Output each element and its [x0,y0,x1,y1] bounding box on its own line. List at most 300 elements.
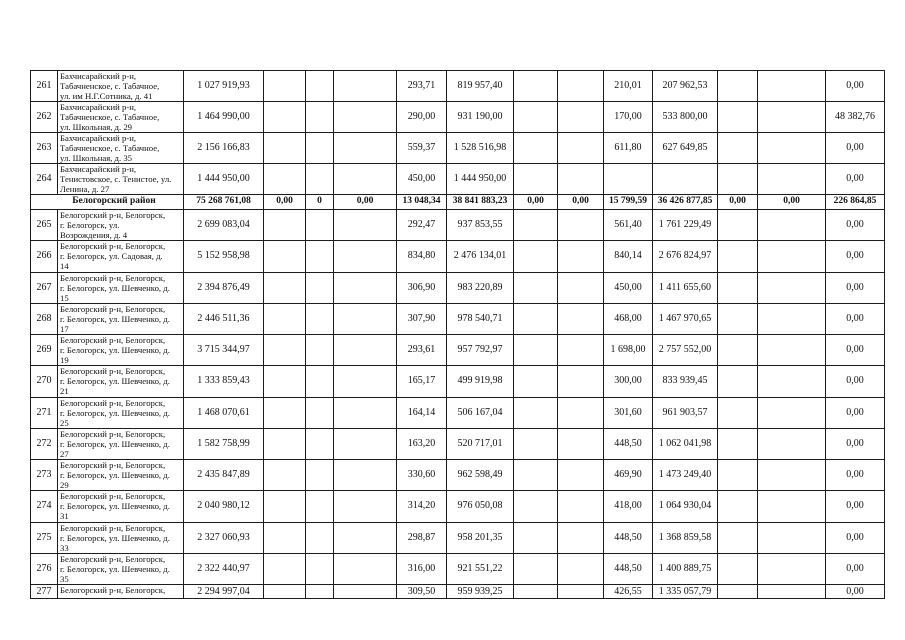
value-cell [558,585,603,598]
value-cell [334,304,396,334]
value-cell [264,398,305,428]
value-cell [758,71,825,101]
value-cell [758,398,825,428]
value-cell: 1 698,00 [604,335,652,365]
value-cell [306,523,333,553]
value-cell [306,241,333,271]
value-cell [306,71,333,101]
address-line: г. Белогорск, ул. Шевченко, д. [60,470,170,480]
value-cell: 0,00 [826,210,884,240]
row-number: 261 [31,71,57,101]
total-value-cell: 0,00 [264,195,305,209]
address-line: Бахчисарайский р-н, [60,71,137,81]
value-cell [334,398,396,428]
value-cell: 48 382,76 [826,102,884,132]
value-cell [514,366,557,396]
value-cell [758,585,825,598]
value-cell: 300,00 [604,366,652,396]
address-line: 15 [60,292,69,303]
value-cell: 0,00 [826,398,884,428]
address-cell [58,304,183,334]
value-cell [334,460,396,490]
value-cell [718,273,757,303]
value-cell: 450,00 [397,164,446,194]
address-line: 35 [60,573,69,584]
value-cell: 1 468 070,61 [184,398,263,428]
value-cell: 293,61 [397,335,446,365]
value-cell: 164,14 [397,398,446,428]
value-cell [514,429,557,459]
value-cell: 316,00 [397,554,446,584]
address-line: Возрождения, д. 4 [60,230,128,240]
value-cell [306,304,333,334]
address-line: г. Белогорск, ул. Шевченко, д. [60,282,170,293]
address-cell [58,429,183,459]
value-cell: 426,55 [604,585,652,598]
address-cell [58,366,183,396]
value-cell [264,554,305,584]
value-cell [334,554,396,584]
value-cell: 937 853,55 [447,210,513,240]
value-cell: 1 528 516,98 [447,133,513,163]
address-line: 14 [60,261,69,272]
value-cell: 958 201,35 [447,523,513,553]
row-number: 269 [31,335,57,365]
address-line: Белогорский р-н, Белогорск, [60,428,166,439]
address-line: ул. им Н.Г.Сотника, д. 41 [60,91,153,101]
value-cell [306,491,333,521]
value-cell [558,133,603,163]
value-cell: 921 551,22 [447,554,513,584]
value-cell: 2 394 876,49 [184,273,263,303]
value-cell [514,133,557,163]
value-cell [758,273,825,303]
value-cell [334,585,396,598]
value-cell: 2 435 847,89 [184,460,263,490]
value-cell [514,460,557,490]
value-cell [758,429,825,459]
value-cell: 1 333 859,43 [184,366,263,396]
value-cell [758,523,825,553]
value-cell [264,585,305,598]
total-value-cell: 0,00 [758,195,825,209]
address-line: Табачненское, с. Табачное, [60,112,160,122]
value-cell [334,366,396,396]
address-cell [58,164,183,194]
value-cell [718,491,757,521]
value-cell [334,164,396,194]
value-cell: 2 676 824,97 [653,241,717,271]
value-cell [758,304,825,334]
value-cell [306,102,333,132]
value-cell: 1 400 889,75 [653,554,717,584]
value-cell: 0,00 [826,304,884,334]
total-value-cell: 75 268 761,08 [184,195,263,209]
value-cell: 931 190,00 [447,102,513,132]
value-cell [718,585,757,598]
value-cell: 961 903,57 [653,398,717,428]
address-line: Табачненское, с. Табачное, [60,143,160,153]
value-cell [758,210,825,240]
value-cell [758,460,825,490]
value-cell: 0,00 [826,366,884,396]
address-cell [58,210,183,240]
value-cell: 627 649,85 [653,133,717,163]
value-cell: 0,00 [826,133,884,163]
value-cell: 2 156 166,83 [184,133,263,163]
value-cell: 307,90 [397,304,446,334]
value-cell [264,491,305,521]
value-cell: 1 368 859,58 [653,523,717,553]
value-cell [718,554,757,584]
value-cell: 448,50 [604,523,652,553]
address-cell [58,554,183,584]
address-line: г. Белогорск, ул. Садовая, д. [60,251,163,262]
address-line: Тенистовское, с. Тенистое, ул. [60,174,172,184]
value-cell: 506 167,04 [447,398,513,428]
address-line: 25 [60,417,69,428]
address-cell [58,335,183,365]
value-cell [264,164,305,194]
value-cell [758,133,825,163]
value-cell: 1 444 950,00 [184,164,263,194]
value-cell [558,241,603,271]
value-cell [718,210,757,240]
value-cell [604,164,652,194]
value-cell [264,429,305,459]
row-number: 263 [31,133,57,163]
value-cell [514,241,557,271]
value-cell [558,210,603,240]
value-cell: 1 444 950,00 [447,164,513,194]
address-line: Табачненское, с. Табачное, [60,81,160,91]
address-cell [58,273,183,303]
value-cell: 959 939,25 [447,585,513,598]
value-cell: 1 467 970,65 [653,304,717,334]
value-cell [264,523,305,553]
value-cell [558,71,603,101]
value-cell: 314,20 [397,491,446,521]
value-cell: 2 757 552,00 [653,335,717,365]
value-cell: 1 064 930,04 [653,491,717,521]
value-cell [718,460,757,490]
value-cell: 978 540,71 [447,304,513,334]
value-cell: 301,60 [604,398,652,428]
value-cell [334,102,396,132]
address-line: г. Белогорск, ул. Шевченко, д. [60,407,170,418]
value-cell [264,210,305,240]
value-cell [718,133,757,163]
total-value-cell: 0,00 [718,195,757,209]
value-cell: 819 957,40 [447,71,513,101]
address-line: г. Белогорск, ул. Шевченко, д. [60,376,170,387]
value-cell [558,429,603,459]
value-cell [514,554,557,584]
value-cell [514,491,557,521]
value-cell: 1 464 990,00 [184,102,263,132]
address-line: 27 [60,448,69,459]
value-cell: 0,00 [826,71,884,101]
value-cell: 559,37 [397,133,446,163]
value-cell [718,71,757,101]
value-cell [306,460,333,490]
value-cell [264,241,305,271]
value-cell [264,335,305,365]
address-line: Белогорский р-н, Белогорск, [60,585,166,595]
value-cell: 298,87 [397,523,446,553]
value-cell: 468,00 [604,304,652,334]
value-cell [718,523,757,553]
value-cell: 983 220,89 [447,273,513,303]
address-line: 21 [60,386,69,397]
value-cell [514,273,557,303]
total-value-cell: 0,00 [334,195,396,209]
value-cell: 5 152 958,98 [184,241,263,271]
row-number: 272 [31,429,57,459]
value-cell: 0,00 [826,273,884,303]
value-cell [306,210,333,240]
address-line: г. Белогорск, ул. Шевченко, д. [60,563,170,574]
value-cell [306,335,333,365]
value-cell [758,241,825,271]
value-cell [334,133,396,163]
address-line: Бахчисарайский р-н, [60,133,137,143]
data-table [30,70,885,599]
value-cell [758,164,825,194]
value-cell: 533 800,00 [653,102,717,132]
value-cell [514,164,557,194]
address-line: Белогорский р-н, Белогорск, [60,272,166,283]
value-cell [264,366,305,396]
value-cell [558,491,603,521]
value-cell [718,429,757,459]
address-cell [58,102,183,132]
value-cell: 418,00 [604,491,652,521]
value-cell [306,554,333,584]
total-value-cell: 226 864,85 [826,195,884,209]
value-cell [558,523,603,553]
value-cell [718,366,757,396]
address-line: г. Белогорск, ул. Шевченко, д. [60,345,170,355]
address-line: 19 [60,355,69,365]
value-cell [514,523,557,553]
address-line: ул. Школьная, д. 29 [60,122,133,132]
value-cell [758,366,825,396]
value-cell [718,241,757,271]
row-number: 262 [31,102,57,132]
value-cell: 1 473 249,40 [653,460,717,490]
value-cell [334,273,396,303]
address-line: Белогорский р-н, Белогорск, [60,210,166,220]
address-line: г. Белогорск, ул. Шевченко, д. [60,313,170,324]
value-cell: 840,14 [604,241,652,271]
value-cell: 2 327 060,93 [184,523,263,553]
address-line: Белогорский р-н, Белогорск, [60,335,166,345]
address-line: Белогорский р-н, Белогорск, [60,460,166,470]
address-cell [58,523,183,553]
value-cell [758,335,825,365]
value-cell [558,398,603,428]
value-cell: 292,47 [397,210,446,240]
value-cell [264,133,305,163]
address-line: ул. Школьная, д. 35 [60,153,133,163]
value-cell: 330,60 [397,460,446,490]
value-cell [758,554,825,584]
address-cell [58,398,183,428]
value-cell: 2 699 083,04 [184,210,263,240]
value-cell: 561,40 [604,210,652,240]
row-number: 264 [31,164,57,194]
value-cell [334,491,396,521]
address-line: Ленина, д. 27 [60,184,110,194]
value-cell [306,429,333,459]
value-cell [558,366,603,396]
value-cell: 0,00 [826,460,884,490]
value-cell [558,273,603,303]
value-cell: 2 476 134,01 [447,241,513,271]
value-cell: 309,50 [397,585,446,598]
address-line: Белогорский р-н, Белогорск, [60,522,166,533]
value-cell: 2 446 511,36 [184,304,263,334]
value-cell [514,71,557,101]
value-cell: 0,00 [826,335,884,365]
value-cell [514,304,557,334]
value-cell [514,398,557,428]
row-number: 271 [31,398,57,428]
value-cell [558,335,603,365]
total-value-cell: 0,00 [514,195,557,209]
value-cell: 2 040 980,12 [184,491,263,521]
value-cell: 611,80 [604,133,652,163]
value-cell: 1 062 041,98 [653,429,717,459]
row-number: 270 [31,366,57,396]
value-cell: 833 939,45 [653,366,717,396]
total-value-cell: 13 048,34 [397,195,446,209]
value-cell: 163,20 [397,429,446,459]
value-cell: 165,17 [397,366,446,396]
value-cell [514,585,557,598]
address-line: Белогорский р-н, Белогорск, [60,491,166,502]
value-cell [514,102,557,132]
value-cell: 306,90 [397,273,446,303]
value-cell [264,304,305,334]
total-value-cell: 15 799,59 [604,195,652,209]
address-cell [58,460,183,490]
value-cell [558,554,603,584]
value-cell: 0,00 [826,164,884,194]
value-cell [306,398,333,428]
value-cell [334,71,396,101]
total-value-cell: 0,00 [558,195,603,209]
address-line: г. Белогорск, ул. [60,220,120,230]
total-value-cell: 38 841 883,23 [447,195,513,209]
value-cell: 469,90 [604,460,652,490]
row-number: 268 [31,304,57,334]
value-cell [264,273,305,303]
value-cell [718,102,757,132]
address-line: г. Белогорск, ул. Шевченко, д. [60,438,170,449]
value-cell: 0,00 [826,429,884,459]
total-value-cell: 0 [306,195,333,209]
value-cell [334,335,396,365]
address-line: г. Белогорск, ул. Шевченко, д. [60,501,170,512]
value-cell [758,102,825,132]
address-cell [58,133,183,163]
row-number: 275 [31,523,57,553]
value-cell: 2 322 440,97 [184,554,263,584]
value-cell: 0,00 [826,241,884,271]
address-line: Бахчисарайский р-н, [60,164,137,174]
value-cell: 0,00 [826,585,884,598]
value-cell: 834,80 [397,241,446,271]
total-value-cell: 36 426 877,85 [653,195,717,209]
value-cell: 2 294 997,04 [184,585,263,598]
value-cell [514,335,557,365]
address-line: Белогорский р-н, Белогорск, [60,241,166,252]
value-cell [334,429,396,459]
value-cell: 1 761 229,49 [653,210,717,240]
address-line: г. Белогорск, ул. Шевченко, д. [60,532,170,543]
value-cell [306,273,333,303]
value-cell [306,366,333,396]
row-number: 273 [31,460,57,490]
value-cell: 210,01 [604,71,652,101]
value-cell [653,164,717,194]
address-cell [58,585,183,598]
value-cell: 3 715 344,97 [184,335,263,365]
value-cell [758,491,825,521]
value-cell: 450,00 [604,273,652,303]
address-cell [58,491,183,521]
value-cell [558,460,603,490]
value-cell [306,585,333,598]
value-cell [334,210,396,240]
row-number: 276 [31,554,57,584]
value-cell [718,304,757,334]
value-cell: 1 582 758,99 [184,429,263,459]
value-cell: 1 335 057,79 [653,585,717,598]
value-cell: 957 792,97 [447,335,513,365]
district-total-label: Белогорский район [31,195,183,209]
value-cell: 0,00 [826,523,884,553]
address-line: Белогорский р-н, Белогорск, [60,366,166,377]
address-line: 31 [60,511,69,522]
address-line: Белогорский р-н, Белогорск, [60,553,166,564]
value-cell: 976 050,08 [447,491,513,521]
address-line: Бахчисарайский р-н, [60,102,137,112]
value-cell [264,460,305,490]
value-cell: 1 411 655,60 [653,273,717,303]
value-cell [718,335,757,365]
row-number: 267 [31,273,57,303]
value-cell: 207 962,53 [653,71,717,101]
value-cell: 1 027 919,93 [184,71,263,101]
value-cell [334,241,396,271]
address-line: Белогорский р-н, Белогорск, [60,303,166,314]
value-cell [264,102,305,132]
value-cell: 499 919,98 [447,366,513,396]
value-cell: 0,00 [826,554,884,584]
value-cell [514,210,557,240]
row-number: 265 [31,210,57,240]
value-cell [264,71,305,101]
value-cell: 520 717,01 [447,429,513,459]
address-line: Белогорский р-н, Белогорск, [60,397,166,408]
value-cell [306,164,333,194]
value-cell [558,164,603,194]
value-cell: 290,00 [397,102,446,132]
address-cell [58,241,183,271]
